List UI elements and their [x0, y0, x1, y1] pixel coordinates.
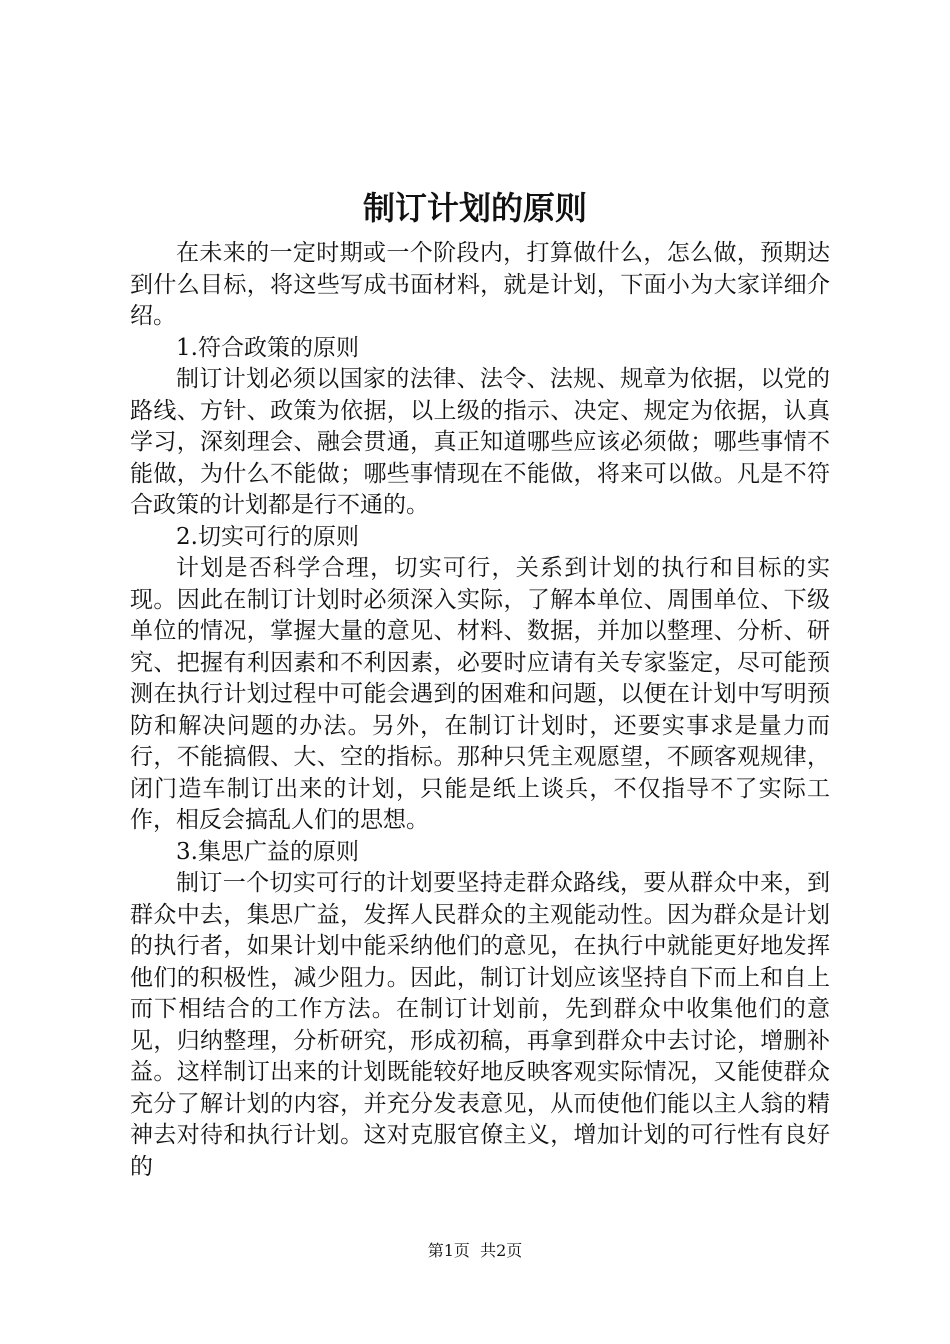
- section-paragraph-3: 制订一个切实可行的计划要坚持走群众路线，要从群众中来，到群众中去，集思广益，发挥人民群众的主观能动性。因为群众是计划的执行者，如果计划中能采纳他们的意见，在执行中就能更好地发挥他们的积极性，减少阻力。因此，制订计划应该坚持自下而上和自上而下相结合的工作方法。在制订计划前，先到群众中收集他们的意见，归纳整理，分析研究，形成初稿，再拿到群众中去讨论，增删补益。这样制订出来的计划既能较好地反映客观实际情况，又能使群众充分了解计划的内容，并充分发表意见，从而使他们能以主人翁的精神去对待和执行计划。这对克服官僚主义，增加计划的可行性有良好的: [130, 870, 830, 1180]
- section-paragraph-2: 计划是否科学合理，切实可行，关系到计划的执行和目标的实现。因此在制订计划时必须深入实际，了解本单位、周围单位、下级单位的情况，掌握大量的意见、材料、数据，并加以整理、分析、研究、把握有利因素和不利因素，必要时应请有关专家鉴定，尽可能预测在执行计划过程中可能会遇到的困难和问题，以便在计划中写明预防和解决问题的办法。另外，在制订计划时，还要实事求是量力而行，不能搞假、大、空的指标。那种只凭主观愿望，不顾客观规律，闭门造车制订出来的计划，只能是纸上谈兵，不仅指导不了实际工作，相反会搞乱人们的思想。: [130, 555, 830, 833]
- page-total: 共2页: [480, 1241, 523, 1260]
- section-paragraph-1: 制订计划必须以国家的法律、法令、法规、规章为依据，以党的路线、方针、政策为依据，以上级的指示、决定、规定为依据，认真学习，深刻理会、融会贯通，真正知道哪些应该必须做；哪些事情不能做，为什么不能做；哪些事情现在不能做，将来可以做。凡是不符合政策的计划都是行不通的。: [130, 366, 830, 518]
- document-title: 制订计划的原则: [362, 189, 587, 227]
- intro-paragraph: 在未来的一定时期或一个阶段内，打算做什么，怎么做，预期达到什么目标，将这些写成书面材料，就是计划，下面小为大家详细介绍。: [130, 240, 830, 329]
- section-heading-2: 2.切实可行的原则: [176, 523, 359, 550]
- section-heading-1: 1.符合政策的原则: [176, 334, 359, 361]
- page-footer: [0, 1240, 950, 1262]
- section-heading-3: 3.集思广益的原则: [176, 838, 359, 865]
- document-body: [130, 238, 830, 1183]
- page-number: 第1页: [427, 1241, 470, 1260]
